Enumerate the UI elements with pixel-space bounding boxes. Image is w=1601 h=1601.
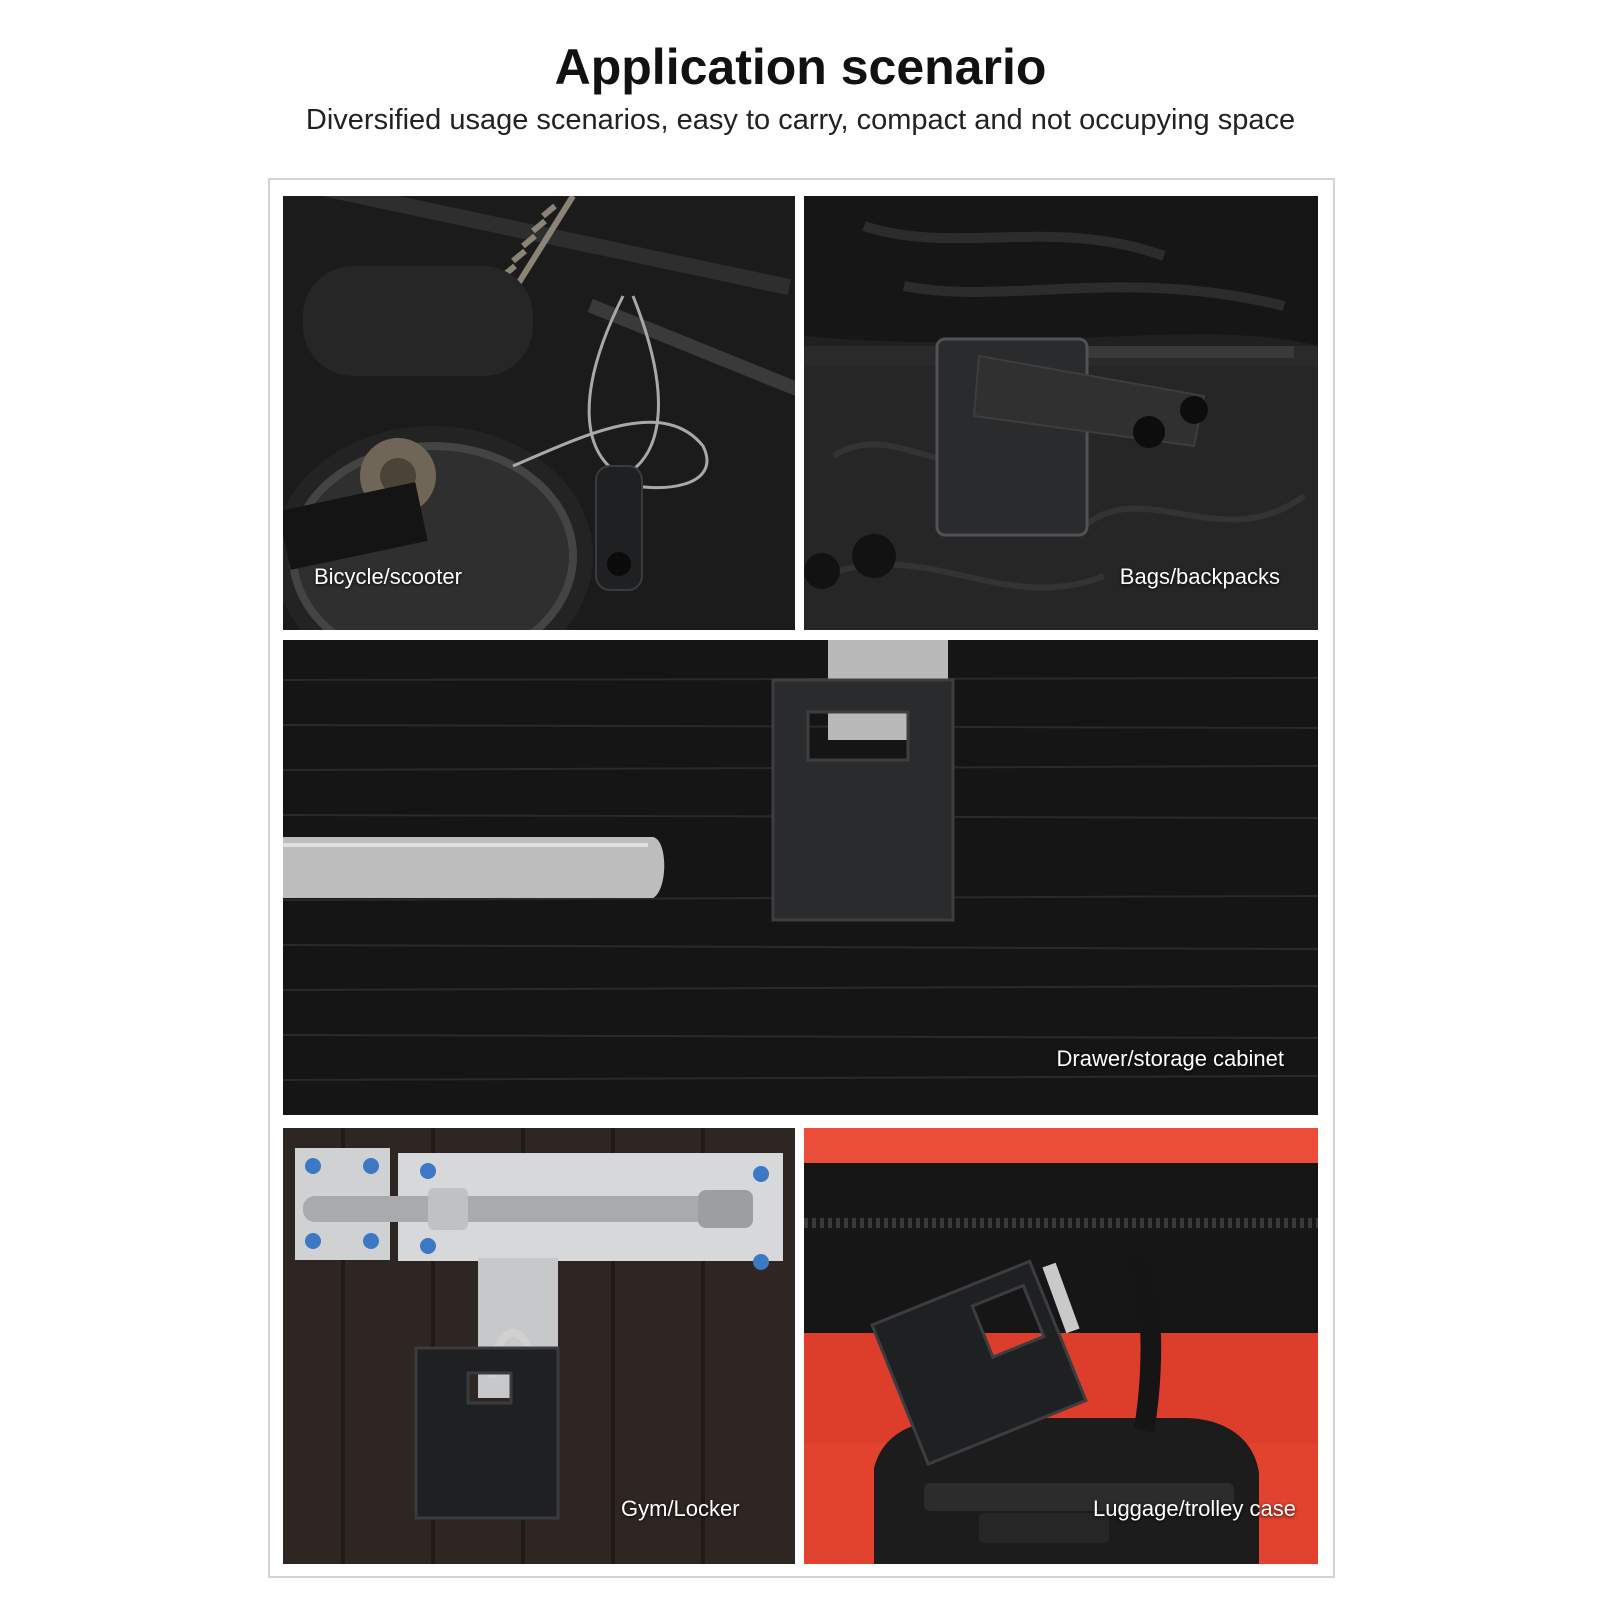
scene-drawer-storage-cabinet <box>283 640 1318 1115</box>
scene-luggage-trolley-case <box>804 1128 1318 1564</box>
drawer-cabinet-photo <box>283 640 1318 1115</box>
page-title: Application scenario <box>554 39 1047 95</box>
page-subtitle: Diversified usage scenarios, easy to carry, compact and not occupying space <box>305 104 1296 136</box>
caption-drawer-storage-cabinet: Drawer/storage cabinet <box>1056 1046 1284 1071</box>
scene-bicycle-scooter <box>283 196 795 630</box>
caption-bicycle-scooter: Bicycle/scooter <box>314 564 462 589</box>
caption-gym-locker: Gym/Locker <box>621 1496 740 1521</box>
caption-bags-backpacks: Bags/backpacks <box>1119 564 1280 589</box>
scene-gym-locker <box>283 1128 795 1564</box>
scene-bags-backpacks <box>804 196 1318 630</box>
caption-luggage-trolley-case: Luggage/trolley case <box>1092 1496 1296 1521</box>
